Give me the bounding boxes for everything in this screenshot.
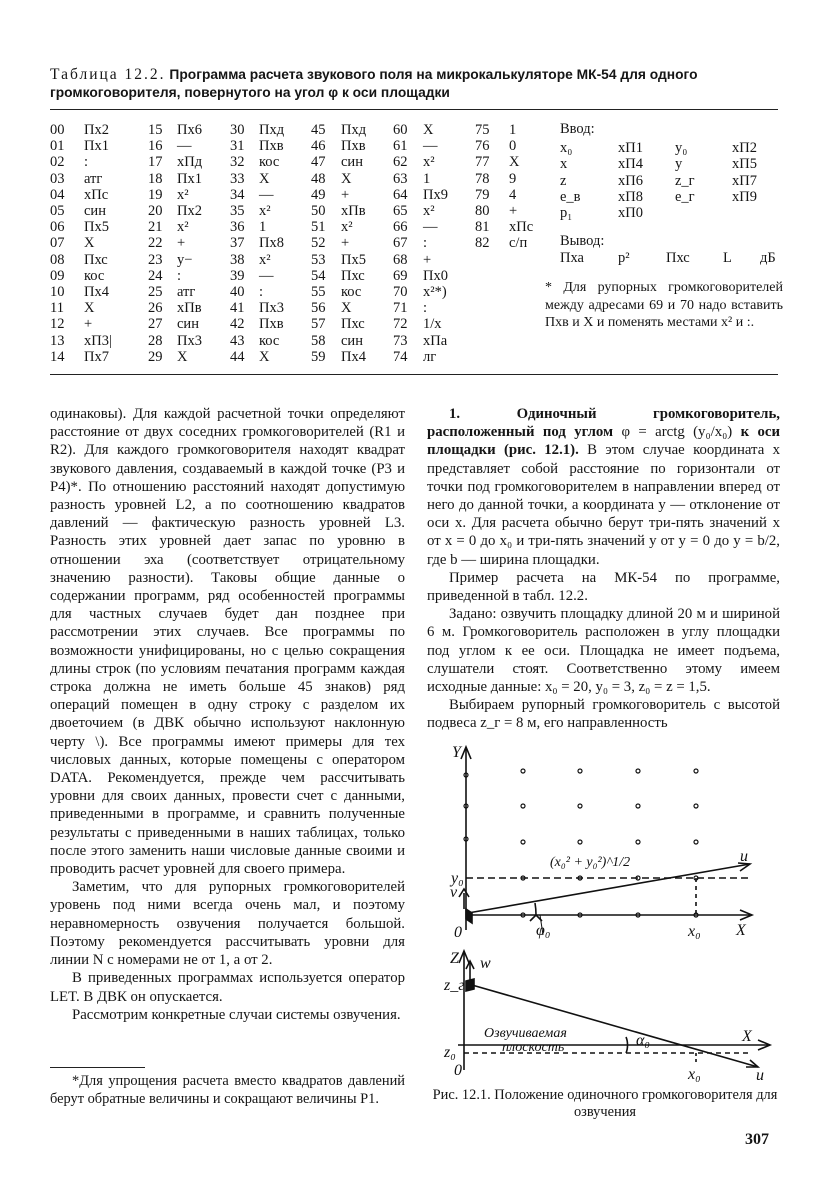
left-paragraph: Рассмотрим конкретные случаи системы озвучения. xyxy=(72,1006,401,1023)
program-instruction: х² xyxy=(423,154,435,171)
section-paragraph-rest: В этом случае координата х представляет собой расстояние по горизонтали от точки под громкоговорителем в направлении вперед от него до данной точки, а координата у — отклонение от оси х. Для расчета обычно берут три-пять значений х от х = 0 до х₀ и три-пять значений у от у = 0 до у = b/2, где b — ширина площадки. xyxy=(427,442,781,568)
program-instruction: + xyxy=(509,203,518,219)
input-cell: хП2 xyxy=(732,140,757,156)
program-address: 45 xyxy=(311,122,326,138)
label-u-bottom: u xyxy=(756,1067,764,1084)
program-instruction: хПа xyxy=(423,332,448,349)
program-instruction: Пх1 xyxy=(177,170,202,187)
program-instruction: х² xyxy=(259,251,271,268)
program-instruction: х² xyxy=(341,219,353,236)
program-instruction: + xyxy=(177,235,186,252)
program-instruction: хП3| xyxy=(84,332,112,349)
label-origin-top: 0 xyxy=(454,924,462,941)
left-column xyxy=(50,405,405,1024)
loudspeaker-plan xyxy=(466,909,472,923)
program-address: 33 xyxy=(230,170,245,187)
table-top-rule xyxy=(50,109,778,110)
program-address: 42 xyxy=(230,316,245,333)
program-instruction: хПв xyxy=(341,203,366,219)
program-address: 69 xyxy=(393,267,408,284)
input-label: Ввод: xyxy=(560,121,595,137)
input-cell: хП4 xyxy=(618,156,643,173)
label-origin-bottom: 0 xyxy=(454,1062,462,1079)
input-cell: хП7 xyxy=(732,172,757,189)
program-address: 01 xyxy=(50,138,65,155)
label-plane-line2: плоскость xyxy=(502,1040,565,1055)
table-note: * Для рупорных громкоговорителей между адресами 69 и 70 надо вставить Пхв и Х и поменять местами х² и :. xyxy=(545,280,783,330)
program-instruction: Пх1 xyxy=(84,138,109,155)
program-instruction: 1 xyxy=(259,219,267,236)
program-address: 64 xyxy=(393,186,408,203)
program-instruction: — xyxy=(259,267,274,284)
program-address: 53 xyxy=(311,251,326,268)
program-instruction: Пх4 xyxy=(84,284,109,300)
figure-12-1 xyxy=(428,735,778,1085)
program-address: 00 xyxy=(50,122,65,138)
program-instruction: : xyxy=(259,284,264,300)
input-cell: хП6 xyxy=(618,172,643,189)
program-instruction: син xyxy=(177,316,199,333)
label-Z: Z xyxy=(450,950,459,967)
program-instruction: + xyxy=(84,316,93,333)
program-instruction: Х xyxy=(341,300,352,317)
program-instruction: : xyxy=(177,267,182,284)
label-Y: Y xyxy=(452,744,461,761)
program-address: 27 xyxy=(148,316,163,333)
program-instruction: Пх5 xyxy=(341,251,366,268)
program-instruction: — xyxy=(423,219,438,236)
program-address: 26 xyxy=(148,300,163,317)
program-address: 73 xyxy=(393,332,408,349)
program-instruction: — xyxy=(177,138,192,155)
program-address: 02 xyxy=(50,154,65,171)
output-cell: Пха xyxy=(560,250,584,266)
program-address: 22 xyxy=(148,235,163,252)
program-instruction: кос xyxy=(341,284,362,300)
program-instruction: атг xyxy=(177,284,196,300)
program-instruction: Х xyxy=(423,122,434,138)
program-instruction: Х xyxy=(509,154,520,171)
program-address: 57 xyxy=(311,316,326,333)
program-address: 59 xyxy=(311,348,326,365)
program-instruction: х² xyxy=(177,186,189,203)
table-caption-lead: Таблица 12.2. xyxy=(50,66,166,83)
label-zr: z_г xyxy=(444,977,465,994)
program-instruction: хПд xyxy=(177,154,203,171)
table-caption-title: Программа расчета звукового поля на микрокалькуляторе МК-54 для одного громкоговорителя, повернутого на угол φ к оси площадки xyxy=(50,67,698,100)
section-heading-formula: φ = arctg (у₀/х₀) xyxy=(621,424,733,441)
program-address: 16 xyxy=(148,138,163,155)
program-address: 71 xyxy=(393,300,408,317)
label-w: w xyxy=(480,955,491,972)
program-instruction: у− xyxy=(177,251,193,268)
output-cell: Пхс xyxy=(666,250,690,266)
program-address: 41 xyxy=(230,300,245,317)
program-address: 24 xyxy=(148,267,163,284)
program-address: 62 xyxy=(393,154,408,171)
program-address: 48 xyxy=(311,170,326,187)
label-phi0: φ₀ xyxy=(536,922,551,939)
program-address: 39 xyxy=(230,267,245,284)
plan-grid-points xyxy=(464,769,698,917)
program-instruction: + xyxy=(341,235,350,252)
left-paragraph: Заметим, что для рупорных громкоговорителей уровень под ними всегда очень мал, и поэтому неравномерность озвучения получается большой. Поэтому рекомендуется рассчитывать уровни для линии N с номерами не от 1, а от 2. xyxy=(50,879,405,969)
program-address: 34 xyxy=(230,186,245,203)
program-address: 36 xyxy=(230,219,245,236)
program-instruction: лг xyxy=(423,348,437,365)
program-address: 55 xyxy=(311,284,326,300)
program-instruction: : xyxy=(84,154,89,171)
plan-view xyxy=(459,747,752,935)
program-address: 80 xyxy=(475,203,490,219)
program-address: 06 xyxy=(50,219,65,236)
table-caption xyxy=(50,66,790,102)
figure-caption: Рис. 12.1. Положение одиночного громкоговорителя для озвучения xyxy=(432,1087,778,1120)
program-instruction: Пх5 xyxy=(84,219,109,236)
section-paragraph xyxy=(427,405,780,569)
input-cell: хП9 xyxy=(732,188,757,205)
input-cell: х xyxy=(560,156,568,173)
input-cell: хП0 xyxy=(618,205,643,222)
right-paragraph: Пример расчета на МК-54 по программе, приведенной в табл. 12.2. xyxy=(427,569,780,605)
program-address: 15 xyxy=(148,122,163,138)
label-alpha0: α₀ xyxy=(636,1032,650,1049)
program-address: 52 xyxy=(311,235,326,252)
program-address: 58 xyxy=(311,332,326,349)
program-instruction: 1 xyxy=(509,122,517,138)
program-instruction: Пхд xyxy=(259,122,285,138)
output-cell: р² xyxy=(618,250,630,266)
diagonal-line-u xyxy=(468,864,750,913)
program-address: 14 xyxy=(50,348,65,365)
program-address: 74 xyxy=(393,348,408,365)
program-instruction: Пхв xyxy=(259,138,284,155)
program-address: 37 xyxy=(230,235,245,252)
program-instruction: кос xyxy=(259,332,280,349)
program-address: 47 xyxy=(311,154,326,171)
program-address: 67 xyxy=(393,235,408,252)
program-instruction: + xyxy=(341,186,350,203)
program-address: 82 xyxy=(475,235,490,252)
program-address: 72 xyxy=(393,316,408,333)
input-cell: z_г xyxy=(675,172,695,189)
input-cell: у₀ xyxy=(675,140,688,156)
label-z0: z₀ xyxy=(444,1044,456,1061)
program-instruction: 1 xyxy=(423,170,431,187)
program-address: 68 xyxy=(393,251,408,268)
program-instruction: Х xyxy=(259,348,270,365)
left-paragraph: В приведенных программах используется оператор LET. В ДВК он опускается. xyxy=(50,970,405,1005)
output-cell: L xyxy=(723,250,732,266)
program-instruction: син xyxy=(341,332,363,349)
section-heading: 1. Одиночный громкоговоритель, расположенный под углом xyxy=(427,406,780,441)
program-address: 60 xyxy=(393,122,408,138)
input-cell: хП5 xyxy=(732,156,757,173)
program-address: 56 xyxy=(311,300,326,317)
program-instruction: хПв xyxy=(177,300,202,317)
program-instruction: с/п xyxy=(509,235,528,252)
program-address: 20 xyxy=(148,203,163,219)
program-instruction: син xyxy=(84,203,106,219)
footnote: *Для упрощения расчета вместо квадратов давлений берут обратные величины и сокращают величины Р1. xyxy=(50,1073,405,1107)
program-instruction: Пх4 xyxy=(341,348,366,365)
program-address: 44 xyxy=(230,348,245,365)
program-instruction: Пх2 xyxy=(177,203,202,219)
program-instruction: Пх7 xyxy=(84,348,109,365)
input-cell: хП1 xyxy=(618,140,643,156)
program-address: 43 xyxy=(230,332,245,349)
input-cell: хП8 xyxy=(618,188,643,205)
input-cell: у xyxy=(675,156,683,173)
program-instruction: Пхв xyxy=(341,138,366,155)
program-address: 18 xyxy=(148,170,163,187)
output-cell: дБ xyxy=(760,250,776,266)
program-instruction: 1/х xyxy=(423,316,442,333)
program-address: 10 xyxy=(50,284,65,300)
label-y0: y₀ xyxy=(451,870,464,887)
program-instruction: хПс xyxy=(509,219,534,236)
program-address: 19 xyxy=(148,186,163,203)
program-address: 08 xyxy=(50,251,65,268)
input-cell: х₀ xyxy=(560,140,573,156)
program-address: 35 xyxy=(230,203,245,219)
program-address: 28 xyxy=(148,332,163,349)
program-instruction: х² xyxy=(423,203,435,219)
program-address: 70 xyxy=(393,284,408,300)
program-address: 03 xyxy=(50,170,65,187)
program-instruction: : xyxy=(423,300,428,317)
program-instruction: х²*) xyxy=(423,284,447,300)
right-column xyxy=(427,405,780,733)
program-address: 81 xyxy=(475,219,490,236)
program-address: 65 xyxy=(393,203,408,219)
program-instruction: 0 xyxy=(509,138,517,155)
program-address: 61 xyxy=(393,138,408,155)
program-address: 32 xyxy=(230,154,245,171)
program-address: 75 xyxy=(475,122,490,138)
page-number: 307 xyxy=(745,1131,769,1148)
program-instruction: Пх2 xyxy=(84,122,109,138)
label-X-bottom: X xyxy=(742,1028,752,1045)
label-x0-top: x₀ xyxy=(688,923,701,940)
program-instruction: — xyxy=(259,186,274,203)
program-instruction: Пхд xyxy=(341,122,367,138)
program-address: 17 xyxy=(148,154,163,171)
input-cell: е_в xyxy=(560,188,581,205)
program-instruction: Пх8 xyxy=(259,235,284,252)
program-instruction: Пх0 xyxy=(423,267,448,284)
label-x0-bottom: x₀ xyxy=(688,1066,701,1083)
program-address: 29 xyxy=(148,348,163,365)
program-address: 76 xyxy=(475,138,490,155)
output-label: Вывод: xyxy=(560,233,605,249)
label-u-top: u xyxy=(740,848,748,865)
program-address: 11 xyxy=(50,300,64,317)
program-address: 05 xyxy=(50,203,65,219)
program-instruction: Х xyxy=(341,170,352,187)
label-v: v xyxy=(450,884,458,901)
program-address: 04 xyxy=(50,186,65,203)
program-instruction: х² xyxy=(177,219,189,236)
program-instruction: + xyxy=(423,251,432,268)
program-instruction: Пхс xyxy=(341,267,365,284)
program-address: 21 xyxy=(148,219,163,236)
program-address: 54 xyxy=(311,267,326,284)
program-address: 09 xyxy=(50,267,65,284)
program-address: 66 xyxy=(393,219,408,236)
right-paragraph: Выбираем рупорный громкоговоритель с высотой подвеса z_г = 8 м, его направленность xyxy=(427,697,780,732)
program-instruction: — xyxy=(423,138,438,155)
program-address: 46 xyxy=(311,138,326,155)
program-address: 40 xyxy=(230,284,245,300)
program-address: 25 xyxy=(148,284,163,300)
label-formula: (x₀² + y₀²)^1/2 xyxy=(550,855,631,870)
program-address: 49 xyxy=(311,186,326,203)
program-address: 50 xyxy=(311,203,326,219)
program-instruction: атг xyxy=(84,170,103,187)
program-address: 51 xyxy=(311,219,326,236)
program-address: 12 xyxy=(50,316,65,333)
program-instruction: 4 xyxy=(509,186,517,203)
program-address: 07 xyxy=(50,235,65,252)
program-address: 78 xyxy=(475,170,490,187)
program-instruction: Пх3 xyxy=(177,332,202,349)
program-instruction: Пхс xyxy=(341,316,365,333)
right-paragraph: Задано: озвучить площадку длиной 20 м и шириной 6 м. Громкоговоритель расположен в углу площадки под углом к ее оси. Площадка не имеет подъема, слушатели стоят. Соответственно этому имеем исходные данные: х₀ = 20, у₀ = 3, z₀ = z = 1,5. xyxy=(427,606,780,696)
program-instruction: Х xyxy=(84,235,95,252)
label-plane-line1: Озвучиваемая xyxy=(484,1026,567,1041)
program-instruction: : xyxy=(423,235,428,252)
program-address: 13 xyxy=(50,332,65,349)
program-instruction: Пх3 xyxy=(259,300,284,317)
program-address: 30 xyxy=(230,122,245,138)
program-instruction: 9 xyxy=(509,170,517,187)
program-instruction: Х xyxy=(177,348,188,365)
program-address: 23 xyxy=(148,251,163,268)
program-address: 31 xyxy=(230,138,245,155)
program-instruction: Пх9 xyxy=(423,186,448,203)
phi0-arc xyxy=(535,903,536,915)
program-address: 63 xyxy=(393,170,408,187)
program-instruction: кос xyxy=(259,154,280,171)
input-cell: е_г xyxy=(675,188,695,205)
input-cell: р₁ xyxy=(560,205,573,222)
input-cell: z xyxy=(560,172,567,189)
program-instruction: Х xyxy=(84,300,95,317)
program-instruction: Пхв xyxy=(259,316,284,333)
program-address: 38 xyxy=(230,251,245,268)
program-listing xyxy=(50,122,534,365)
program-instruction: Пх6 xyxy=(177,122,202,138)
left-paragraph: одинаковы). Для каждой расчетной точки определяют расстояние от двух соседних громкоговорителей (R1 и R2). Для каждого громкоговорителя находят квадрат звукового давления, создаваемый в каждой точке (Р3 и Р4)*. По отношению расстояний находят допустимую разность уровней L2, а по соотношению квадратов давлений — фактическую разность уровней L3. Разность этих уровней дает запас по уровню в отношении эха (соответствует отрицательному значению разности). Таковы общие данные о содержании программ, ряд особенностей программы для частных случаев будет дан позднее при рассмотрении этих случаев. Все программы по возможности унифицированы, но с целью сокращения длины строк (по условиям печатания программ каждая строка должна не иметь больше 45 знаков) ряд операций помещен в одну строку с разделом их двоеточием (в ДВК обычно используют наклонную черту \). Все программы имеют примеры для тех числовых данных, которые помещены с оператором DATA. Рекомендуется, прежде чем рассчитывать уровни для своих данных, провести счет с данными, приведенными в программе, и сравнить полученные результаты с приведенными в наших таблицах, только после этого заменить наши числовые данные своими и проводить расчет уровней для своего примера. xyxy=(50,406,405,878)
label-X-top: X xyxy=(736,922,746,939)
program-instruction: х² xyxy=(259,203,271,219)
table-bottom-rule xyxy=(50,374,778,375)
section-heading-tail: к оси площадки (рис. 12.1). xyxy=(427,424,780,459)
program-instruction: син xyxy=(341,154,363,171)
program-address: 79 xyxy=(475,186,490,203)
program-instruction: хПс xyxy=(84,186,109,203)
program-instruction: кос xyxy=(84,267,105,284)
program-address: 77 xyxy=(475,154,490,171)
footnote-rule xyxy=(50,1067,145,1068)
program-instruction: Х xyxy=(259,170,270,187)
program-instruction: Пхс xyxy=(84,251,108,268)
